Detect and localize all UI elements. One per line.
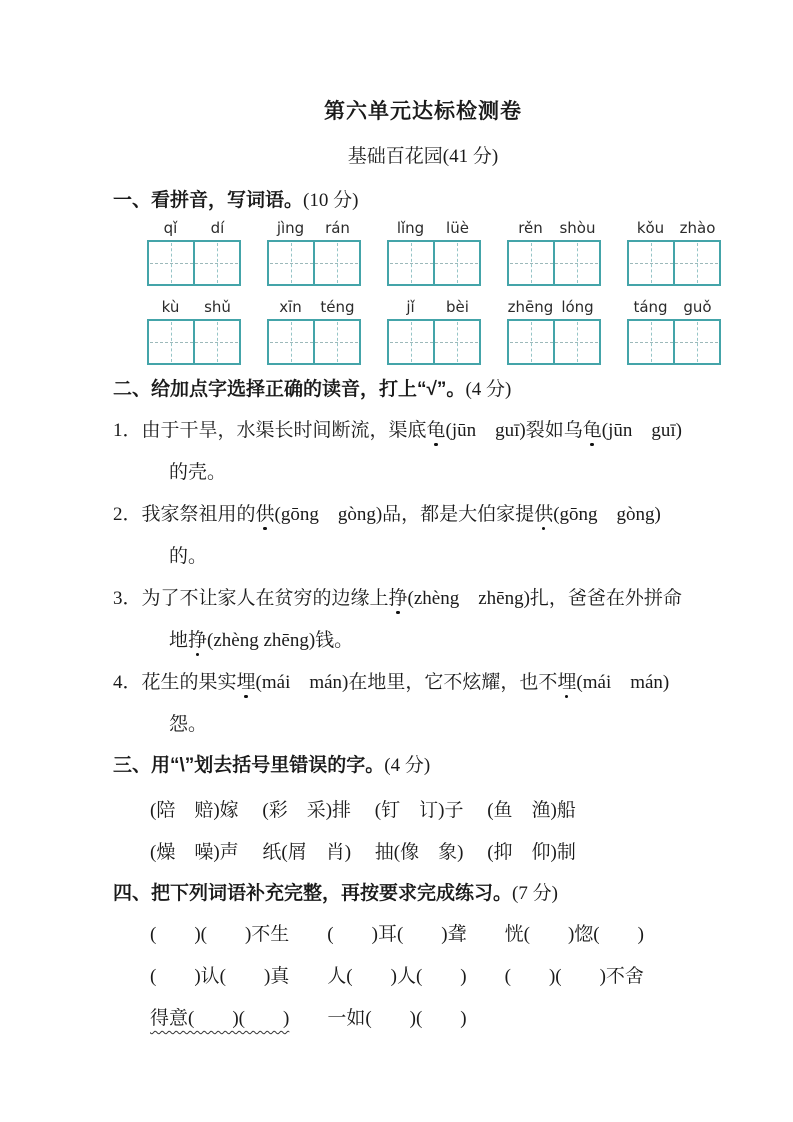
pinyin-syllable: shǔ bbox=[204, 298, 231, 316]
text-segment: (gōng gòng) bbox=[553, 504, 661, 525]
writing-grid bbox=[267, 319, 361, 365]
pinyin-word-group bbox=[507, 218, 601, 286]
pinyin-word-group bbox=[387, 218, 481, 286]
pinyin-grid-row-2 bbox=[113, 297, 733, 365]
dotted-character: 挣 bbox=[389, 585, 408, 612]
dotted-character: 龟 bbox=[427, 417, 446, 444]
dotted-character: 埋 bbox=[237, 669, 256, 696]
section-1-heading bbox=[113, 188, 733, 214]
section-4-points: (7 分) bbox=[512, 883, 558, 904]
pinyin-syllable: lóng bbox=[561, 298, 594, 316]
pinyin-word-group bbox=[267, 297, 361, 365]
writing-grid bbox=[627, 319, 721, 365]
text-segment: 一如( )( ) bbox=[289, 1008, 467, 1029]
pinyin-word-group bbox=[387, 297, 481, 365]
pinyin-syllable: zhào bbox=[679, 219, 716, 237]
pinyin-labels bbox=[147, 297, 241, 317]
pinyin-syllable: qǐ bbox=[163, 219, 178, 237]
pinyin-word-group bbox=[507, 297, 601, 365]
text-segment: (jūn guī)裂如乌 bbox=[445, 420, 583, 441]
text-segment: 的壳。 bbox=[169, 462, 227, 483]
writing-grid bbox=[147, 240, 241, 286]
writing-grid bbox=[267, 240, 361, 286]
question-line bbox=[113, 417, 733, 444]
subtitle-points: (41 分) bbox=[442, 146, 499, 167]
fill-in-idiom-line: ( )( )不生 ( )耳( )聋 恍( )惚( ) bbox=[150, 924, 644, 945]
pinyin-syllable: kǒu bbox=[636, 219, 665, 237]
text-segment: (gōng gòng)品，都是大伯家提 bbox=[274, 504, 535, 525]
pinyin-syllable: xīn bbox=[279, 298, 302, 316]
question-line bbox=[113, 585, 733, 612]
fill-in-idiom-line: ( )认( )真 人( )人( ) ( )( )不舍 bbox=[150, 966, 644, 987]
pinyin-syllable: guǒ bbox=[683, 298, 712, 316]
page-title: 第六单元达标检测卷 bbox=[324, 100, 522, 123]
pinyin-labels bbox=[267, 297, 361, 317]
pinyin-syllable: lǐng bbox=[396, 219, 425, 237]
dotted-character: 埋 bbox=[557, 669, 576, 696]
text-segment: (mái mán) bbox=[576, 672, 670, 693]
text-segment: (zhèng zhēng)钱。 bbox=[207, 630, 354, 651]
question-line-continuation bbox=[113, 711, 733, 738]
question-line bbox=[113, 669, 733, 696]
text-segment: 怨。 bbox=[169, 714, 208, 735]
question-line bbox=[113, 501, 733, 528]
pinyin-labels bbox=[147, 218, 241, 238]
dotted-character: 供 bbox=[534, 501, 553, 528]
text-segment: 2．我家祭祖用的 bbox=[113, 504, 256, 525]
grid-horizontal-midline bbox=[390, 263, 478, 264]
text-segment: 的。 bbox=[169, 546, 208, 567]
section-1-points: (10 分) bbox=[303, 190, 359, 211]
grid-horizontal-midline bbox=[510, 263, 598, 264]
text-segment: 地 bbox=[169, 630, 189, 651]
pinyin-syllable: zhēng bbox=[507, 298, 554, 316]
section-4-heading-text: 四、把下列词语补充完整，再按要求完成练习。 bbox=[113, 883, 513, 904]
pinyin-word-group bbox=[627, 297, 721, 365]
character-choice-line: (燥 噪)声 纸(屑 肖) 抽(像 象) (抑 仰)制 bbox=[150, 842, 576, 863]
dotted-character: 龟 bbox=[583, 417, 602, 444]
pinyin-grid-row-1 bbox=[113, 218, 733, 286]
dotted-character: 供 bbox=[256, 501, 275, 528]
fill-in-idiom-line bbox=[113, 1005, 733, 1032]
text-segment: 4．花生的果实 bbox=[113, 672, 237, 693]
pinyin-labels bbox=[267, 218, 361, 238]
pinyin-labels bbox=[507, 218, 601, 238]
pinyin-syllable: rěn bbox=[518, 219, 543, 237]
grid-horizontal-midline bbox=[150, 263, 238, 264]
pinyin-word-group bbox=[267, 218, 361, 286]
question-line-continuation bbox=[113, 459, 733, 486]
section-1-heading-text: 一、看拼音，写词语。 bbox=[113, 190, 304, 211]
question-line-continuation bbox=[113, 627, 733, 654]
grid-horizontal-midline bbox=[630, 263, 718, 264]
pinyin-syllable: lüè bbox=[446, 219, 469, 237]
text-segment: (zhèng zhēng)扎，爸爸在外拼命 bbox=[407, 588, 682, 609]
text-segment: 得意( )( ) bbox=[150, 1008, 290, 1029]
pinyin-syllable: jìng bbox=[276, 219, 305, 237]
section-3-heading-text: 三、用“\”划去括号里错误的字。 bbox=[113, 755, 385, 776]
grid-horizontal-midline bbox=[510, 342, 598, 343]
pinyin-word-group bbox=[147, 297, 241, 365]
question-line-continuation bbox=[113, 543, 733, 570]
grid-horizontal-midline bbox=[630, 342, 718, 343]
grid-horizontal-midline bbox=[390, 342, 478, 343]
pinyin-syllable: dí bbox=[210, 219, 225, 237]
writing-grid bbox=[507, 240, 601, 286]
text-segment: (jūn guī) bbox=[601, 420, 682, 441]
pinyin-syllable: rán bbox=[325, 219, 350, 237]
writing-grid bbox=[507, 319, 601, 365]
grid-horizontal-midline bbox=[270, 342, 358, 343]
writing-grid bbox=[627, 240, 721, 286]
grid-horizontal-midline bbox=[270, 263, 358, 264]
writing-grid bbox=[387, 319, 481, 365]
pinyin-labels bbox=[387, 218, 481, 238]
pinyin-labels bbox=[387, 297, 481, 317]
writing-grid bbox=[147, 319, 241, 365]
character-choice-line: (陪 赔)嫁 (彩 采)排 (钉 订)子 (鱼 渔)船 bbox=[150, 800, 576, 821]
section-3-heading bbox=[113, 753, 733, 779]
section-2-heading bbox=[113, 377, 733, 403]
section-2-heading-text: 二、给加点字选择正确的读音，打上“√”。 bbox=[113, 379, 466, 400]
pinyin-syllable: téng bbox=[320, 298, 355, 316]
pinyin-syllable: shòu bbox=[559, 219, 596, 237]
pinyin-syllable: táng bbox=[633, 298, 668, 316]
pinyin-labels bbox=[627, 218, 721, 238]
section-2-points: (4 分) bbox=[465, 379, 512, 400]
text-segment: 3．为了不让家人在贫穷的边缘上 bbox=[113, 588, 389, 609]
pinyin-labels bbox=[507, 297, 601, 317]
grid-horizontal-midline bbox=[150, 342, 238, 343]
writing-grid bbox=[387, 240, 481, 286]
subtitle bbox=[113, 145, 733, 169]
section-3-points: (4 分) bbox=[384, 755, 431, 776]
pinyin-syllable: kù bbox=[161, 298, 180, 316]
pinyin-syllable: bèi bbox=[446, 298, 469, 316]
text-segment: 1．由于干旱，水渠长时间断流，渠底 bbox=[113, 420, 427, 441]
pinyin-word-group bbox=[147, 218, 241, 286]
subtitle-text: 基础百花园 bbox=[347, 146, 443, 167]
dotted-character: 挣 bbox=[188, 627, 207, 654]
text-segment: (mái mán)在地里，它不炫耀，也不 bbox=[255, 672, 558, 693]
section-4-heading bbox=[113, 881, 733, 907]
pinyin-syllable: jǐ bbox=[406, 298, 415, 316]
pinyin-word-group bbox=[627, 218, 721, 286]
pinyin-labels bbox=[627, 297, 721, 317]
